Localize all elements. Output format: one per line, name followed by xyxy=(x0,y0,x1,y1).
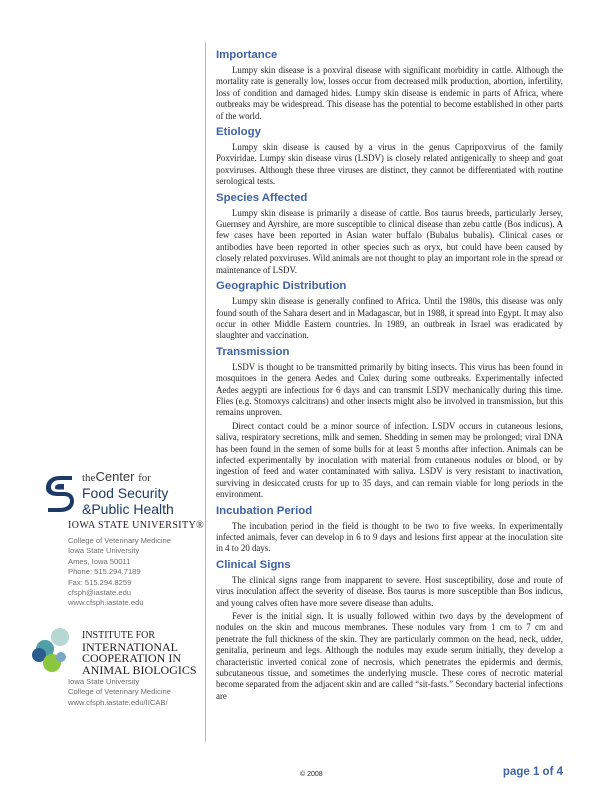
contact-line: Iowa State University xyxy=(68,677,140,686)
paragraph: Lumpy skin disease is primarily a disease of cattle. Bos taurus breeds, particularly Jersey, Guernsey and Ayrshire, are more susceptible to clinical disease than zebu cattle (Bos indicus). A few cases have been reported in Asian water buffalo (Bubalus bubalis). Clinical cases or antibodies have been reported in other species such as oryx, but could have been caused by closely related poxviruses. Wild animals are not thought to play an important role in the spread or maintenance of LSDV. xyxy=(216,207,563,275)
iicab-logo-icon xyxy=(30,627,76,675)
iicab-line-3: COOPERATION IN xyxy=(82,651,181,665)
paragraph: Lumpy skin disease is caused by a virus in the genus Capripoxvirus of the family Poxviridae. Lumpy skin disease virus (LSDV) is closely related antigenically to sheep and goat poxviruses. Although these three viruses are distinct, they cannot be differentiated with routine serological tests. xyxy=(216,142,563,187)
contact-email[interactable]: cfsph@iastate.edu xyxy=(68,588,132,598)
section-transmission xyxy=(216,345,563,501)
section-etiology xyxy=(216,125,563,188)
paragraph: The clinical signs range from inapparent to severe. Host susceptibility, dose and route of virus inoculation affect the severity of disease. Bos taurus is more susceptible than Bos indicus, and young calves often have more severe disease than adults. xyxy=(216,574,563,608)
section-species-affected xyxy=(216,191,563,276)
section-importance xyxy=(216,48,563,122)
column-divider xyxy=(205,42,206,742)
contact-website[interactable]: www.cfsph.iastate.edu/IICAB/ xyxy=(68,697,168,707)
section-heading: Importance xyxy=(216,49,278,61)
paragraph: The incubation period in the field is thought to be two to five weeks. In experimentally infected animals, fever can develop in 6 to 9 days and lesions first appear at the inoculation site in 4 to 20 days. xyxy=(216,520,563,554)
iicab-contact xyxy=(68,677,171,708)
contact-phone: Phone: 515.294.7189 xyxy=(68,567,141,577)
section-heading: Geographic Distribution xyxy=(216,280,347,293)
isu-wordmark: IOWA STATE UNIVERSITY® xyxy=(68,520,205,531)
contact-line: Ames, Iowa 50011 xyxy=(68,556,131,566)
section-heading: Etiology xyxy=(216,126,261,139)
contact-fax: Fax: 515.294.8259 xyxy=(68,577,132,587)
cfsph-center: Center xyxy=(95,469,135,484)
section-incubation-period xyxy=(216,504,563,555)
paragraph: Lumpy skin disease is generally confined to Africa. Until the 1980s, this disease was only found south of the Sahara desert and in Madagascar, but in 1988, it spread into Egypt. It may also occur in other Middle Eastern countries. In 1989, an outbreak in Israel was eradicated by slaughter and vaccination. xyxy=(216,296,563,341)
section-heading: Clinical Signs xyxy=(216,558,291,571)
paragraph: Direct contact could be a minor source of infection. LSDV occurs in cutaneous lesions, saliva, respiratory secretions, milk and semen. Shedding in semen may be prolonged; viral DNA has been found in the semen of some bulls for at least 5 months after infection. Animals can be infected experimentally by inoculation with material from cutaneous nodules or blood, or by ingestion of feed and water contaminated with saliva. LSDV is very resistant to inactivation, surviving in desiccated crusts for up to 35 days, and can remain viable for long periods in the environment. xyxy=(216,420,563,500)
sidebar xyxy=(0,0,206,792)
section-heading: Transmission xyxy=(216,345,290,358)
section-geographic-distribution xyxy=(216,279,563,342)
cfsph-public-health: &Public Health xyxy=(82,501,174,517)
page-number: page 1 of 4 xyxy=(502,766,563,778)
iicab-line-1: INSTITUTE FOR xyxy=(82,630,156,641)
iicab-line-4: ANIMAL BIOLOGICS xyxy=(82,662,197,677)
iicab-wordmark xyxy=(82,630,197,676)
contact-line: Iowa State University xyxy=(68,546,140,556)
copyright: © 2008 xyxy=(300,771,323,778)
cfsph-wordmark xyxy=(82,470,174,517)
cfsph-food-security: Food Security xyxy=(82,485,169,501)
paragraph: LSDV is thought to be transmitted primarily by biting insects. This virus has been found in mosquitoes in the genera Aedes and Culex during some outbreaks. Experimentally infected Aedes aegypti are infectious for 6 days and can transmit LSDV mechanically during this time. Flies (e.g. Stomoxys calcitrans) and other insects might also be involved in transmission, but this remains unproven. xyxy=(216,361,563,418)
cfsph-emblem-icon xyxy=(44,474,76,514)
contact-line: College of Veterinary Medicine xyxy=(68,687,171,697)
paragraph: Fever is the initial sign. It is usually followed within two days by the development of nodules on the skin and mucous membranes. These nodules vary from 1 cm to 7 cm and penetrate the full thickness of the skin. They are particularly common on the head, neck, udder, genitalia, perineum and legs. Although the nodules may exude serum initially, they develop a characteristic inverted conical zone of necrosis, which penetrates the epidermis and dermis, subcutaneous tissue, and sometimes the underlying muscle. These cores of necrotic material become separated from the adjacent skin and are called “sit-fasts.” Secondary bacterial infections are xyxy=(216,611,563,701)
cfsph-logo xyxy=(44,466,204,520)
iicab-line-2: INTERNATIONAL xyxy=(82,639,178,654)
section-heading: Incubation Period xyxy=(216,504,313,517)
main-content xyxy=(216,48,563,705)
section-clinical-signs xyxy=(216,558,563,702)
contact-website[interactable]: www.cfsph.iastate.edu xyxy=(68,598,144,608)
cfsph-contact xyxy=(68,536,171,609)
paragraph: Lumpy skin disease is a poxviral disease with significant morbidity in cattle. Although the mortality rate is generally low, losses occur from decreased milk production, abortion, infertility, loss of condition and damaged hides. Lumpy skin disease is endemic in parts of Africa, where outbreaks may be widespread. This disease has the potential to become established in other parts of the world. xyxy=(216,65,563,121)
section-heading: Species Affected xyxy=(216,191,308,204)
contact-line: College of Veterinary Medicine xyxy=(68,536,171,545)
cfsph-for: for xyxy=(138,472,151,484)
cfsph-the: the xyxy=(82,472,96,484)
